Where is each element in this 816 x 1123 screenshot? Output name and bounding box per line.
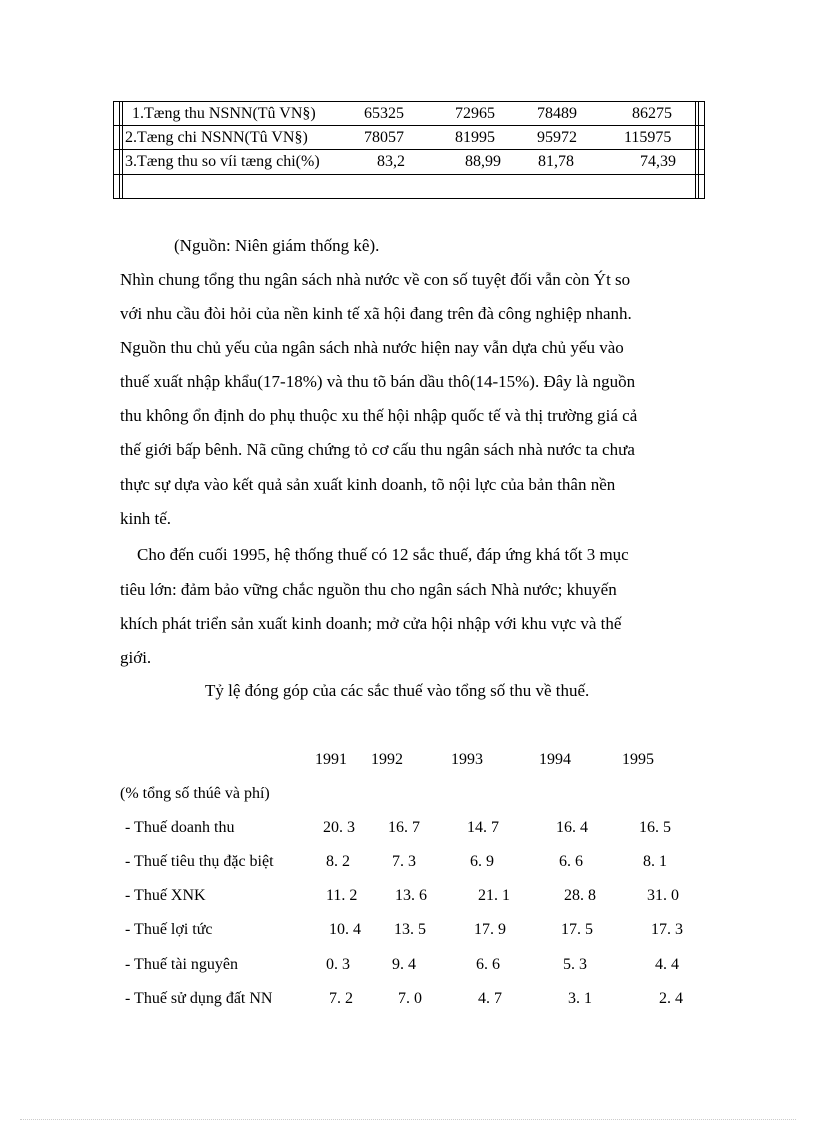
year-header: 1992	[371, 751, 403, 768]
text-line: thế giới bấp bênh. Nã cũng chứng tỏ cơ cấu thu ngân sách nhà nước ta chưa	[120, 440, 635, 459]
table-cell: 16. 4	[556, 819, 588, 836]
year-header: 1991	[315, 751, 347, 768]
table-cell: 5. 3	[563, 956, 587, 973]
table-cell: 88,99	[465, 153, 501, 170]
table-left-double-border	[119, 102, 123, 198]
row-label: - Thuế tài nguyên	[125, 956, 239, 973]
table-cell: 78489	[537, 105, 577, 122]
footer-divider	[20, 1119, 796, 1120]
text-line: thu không ổn định do phụ thuộc xu thế hội nhập quốc tế và thị trường giá cả	[120, 406, 638, 425]
table-cell: 7. 0	[398, 990, 422, 1007]
table-cell: 83,2	[377, 153, 405, 170]
text-line: Nhìn chung tổng thu ngân sách nhà nước về con số tuyệt đối vẫn còn Ýt so	[120, 270, 631, 289]
table-cell: 9. 4	[392, 956, 416, 973]
row-label: 3.Tæng thu so víi tæng chi(%)	[125, 153, 320, 170]
table-cell: 13. 6	[395, 887, 427, 904]
table-cell: 81,78	[538, 153, 574, 170]
table-cell: 3. 1	[568, 990, 592, 1007]
table-cell: 6. 6	[476, 956, 500, 973]
table-cell: 6. 6	[559, 853, 583, 870]
text-line: kinh tế.	[120, 509, 171, 528]
table-cell: 72965	[455, 105, 495, 122]
row-label: 1.Tæng thu NSNN(Tû VN§)	[132, 105, 316, 122]
row-label: - Thuế XNK	[125, 887, 206, 904]
table-cell: 17. 3	[651, 921, 683, 938]
table-cell: 78057	[364, 129, 404, 146]
table-cell: 81995	[455, 129, 495, 146]
year-header: 1994	[539, 751, 571, 768]
year-header: 1993	[451, 751, 483, 768]
text-line: Nguồn thu chủ yếu của ngân sách nhà nước hiện nay vẫn dựa chủ yếu vào	[120, 338, 624, 357]
table-cell: 0. 3	[326, 956, 350, 973]
table-cell: 11. 2	[326, 887, 358, 904]
row-label: - Thuế tiêu thụ đặc biệt	[125, 853, 274, 870]
text-line: với nhu cầu đòi hỏi của nền kinh tế xã hội đang trên đà công nghiệp nhanh.	[120, 304, 632, 323]
row-divider	[114, 149, 704, 150]
table-cell: 31. 0	[647, 887, 679, 904]
table-cell: 7. 3	[392, 853, 416, 870]
row-divider	[114, 125, 704, 126]
table-cell: 10. 4	[329, 921, 361, 938]
row-label: - Thuế doanh thu	[125, 819, 235, 836]
table-cell: 17. 5	[561, 921, 593, 938]
table-cell: 4. 4	[655, 956, 679, 973]
table-cell: 14. 7	[467, 819, 499, 836]
table-title: Tỷ lệ đóng góp của các sắc thuế vào tổng số thu về thuế.	[205, 681, 590, 700]
year-header: 1995	[622, 751, 654, 768]
table-cell: 65325	[364, 105, 404, 122]
table-right-double-border	[695, 102, 699, 198]
table-cell: 28. 8	[564, 887, 596, 904]
table-cell: 6. 9	[470, 853, 494, 870]
text-line: khích phát triển sản xuất kinh doanh; mở cửa hội nhập với khu vực và thế	[120, 614, 622, 633]
row-label: 2.Tæng chi NSNN(Tû VN§)	[125, 129, 308, 146]
unit-label: (% tổng số thúê và phí)	[120, 785, 270, 802]
table-cell: 74,39	[640, 153, 676, 170]
table-cell: 4. 7	[478, 990, 502, 1007]
table-cell: 2. 4	[659, 990, 683, 1007]
table-cell: 8. 2	[326, 853, 350, 870]
table-cell: 17. 9	[474, 921, 506, 938]
row-label: - Thuế sử dụng đất NN	[125, 990, 273, 1007]
table-cell: 8. 1	[643, 853, 667, 870]
table-cell: 95972	[537, 129, 577, 146]
table-cell: 86275	[632, 105, 672, 122]
table-cell: 16. 5	[639, 819, 671, 836]
text-line: giới.	[120, 648, 152, 667]
text-line: tiêu lớn: đảm bảo vững chắc nguồn thu cho ngân sách Nhà nước; khuyến	[120, 580, 617, 599]
table-cell: 20. 3	[323, 819, 355, 836]
table-cell: 115975	[624, 129, 672, 146]
table-cell: 16. 7	[388, 819, 420, 836]
table-cell: 21. 1	[478, 887, 510, 904]
row-label: - Thuế lợi tức	[125, 921, 213, 938]
text-line: Cho đến cuối 1995, hệ thống thuế có 12 sắc thuế, đáp ứng khá tốt 3 mục	[137, 545, 629, 564]
table-cell: 13. 5	[394, 921, 426, 938]
text-line: thực sự dựa vào kết quả sản xuất kinh doanh, tõ nội lực của bản thân nền	[120, 475, 616, 494]
table-cell: 7. 2	[329, 990, 353, 1007]
text-line: thuế xuất nhập khẩu(17-18%) và thu tõ bán dầu thô(14-15%). Đây là nguồn	[120, 372, 636, 391]
source-note: (Nguồn: Niên giám thống kê).	[174, 236, 380, 255]
row-divider	[114, 174, 704, 175]
